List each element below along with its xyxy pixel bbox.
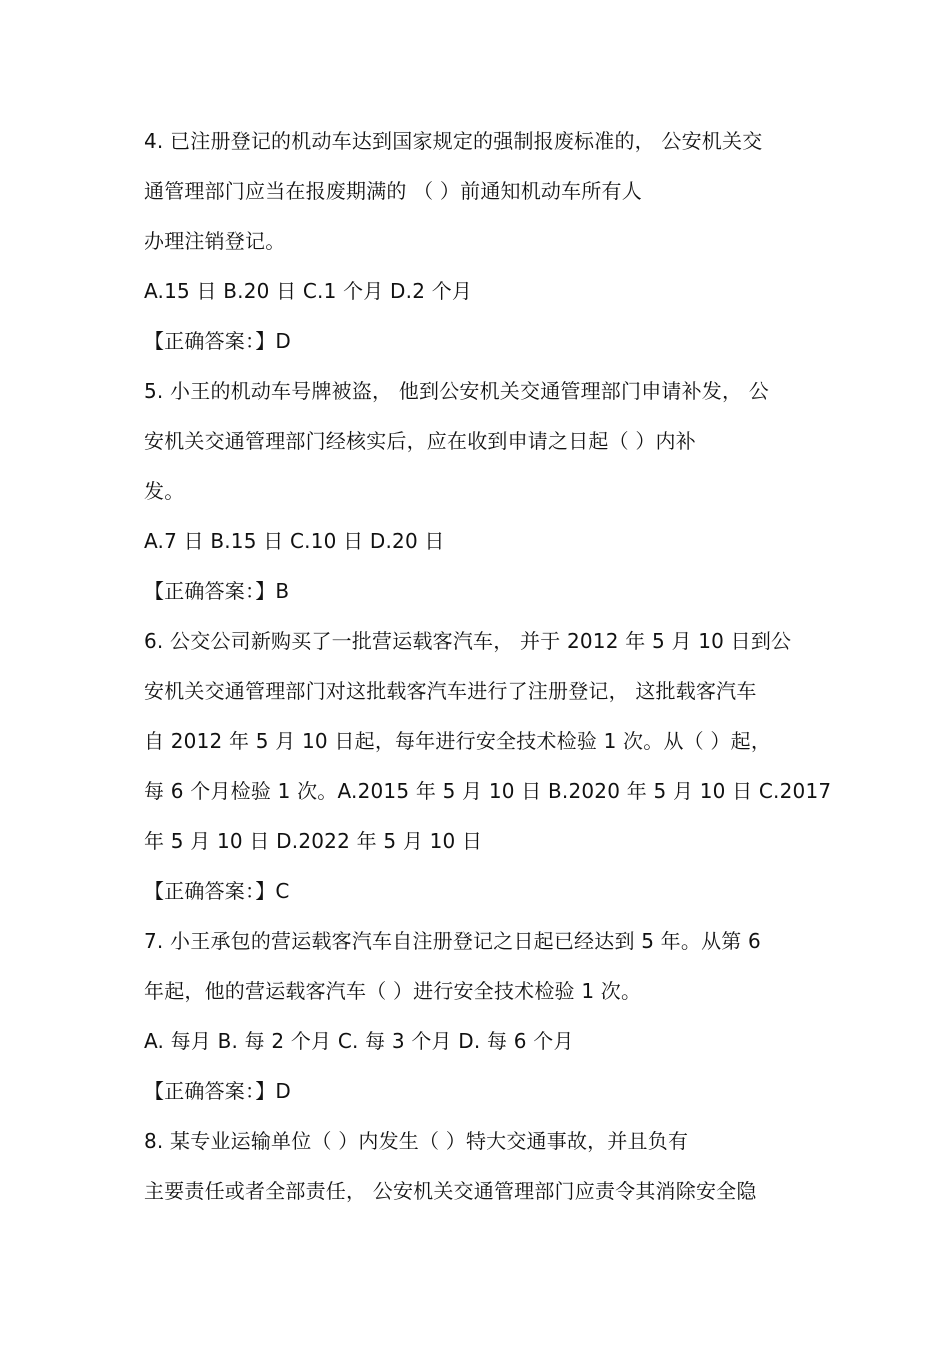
question-6-line-5: 年 5 月 10 日 D.2022 年 5 月 10 日 bbox=[144, 829, 483, 853]
question-4-answer: 【正确答案：】D bbox=[144, 329, 292, 353]
question-4-line-2: 通管理部门应当在报废期满的 （ ）前通知机动车所有人 bbox=[144, 179, 642, 203]
question-6-line-3: 自 2012 年 5 月 10 日起，每年进行安全技术检验 1 次。从（ ）起， bbox=[144, 729, 772, 753]
question-7-options: A. 每月 B. 每 2 个月 C. 每 3 个月 D. 每 6 个月 bbox=[144, 1029, 574, 1053]
question-6-line-1: 6. 公交公司新购买了一批营运载客汽车， 并于 2012 年 5 月 10 日到公 bbox=[144, 629, 792, 653]
question-5-options: A.7 日 B.15 日 C.10 日 D.20 日 bbox=[144, 529, 445, 553]
question-4-options: A.15 日 B.20 日 C.1 个月 D.2 个月 bbox=[144, 279, 473, 303]
document-body bbox=[144, 116, 832, 1216]
question-8-line-2: 主要责任或者全部责任， 公安机关交通管理部门应责令其消除安全隐 bbox=[144, 1179, 757, 1203]
question-6-line-4: 每 6 个月检验 1 次。A.2015 年 5 月 10 日 B.2020 年 5 月 10 日 C.2017 bbox=[144, 779, 832, 803]
question-5-answer: 【正确答案：】B bbox=[144, 579, 290, 603]
question-7-line-1: 7. 小王承包的营运载客汽车自注册登记之日起已经达到 5 年。从第 6 bbox=[144, 929, 761, 953]
question-5-line-2: 安机关交通管理部门经核实后，应在收到申请之日起（ ）内补 bbox=[144, 429, 696, 453]
question-4-line-3: 办理注销登记。 bbox=[144, 229, 286, 253]
question-4-line-1: 4. 已注册登记的机动车达到国家规定的强制报废标准的， 公安机关交 bbox=[144, 129, 763, 153]
question-5-line-1: 5. 小王的机动车号牌被盗， 他到公安机关交通管理部门申请补发， 公 bbox=[144, 379, 769, 403]
question-5-line-3: 发。 bbox=[144, 479, 185, 503]
question-7-line-2: 年起，他的营运载客汽车（ ）进行安全技术检验 1 次。 bbox=[144, 979, 642, 1003]
question-6-line-2: 安机关交通管理部门对这批载客汽车进行了注册登记， 这批载客汽车 bbox=[144, 679, 757, 703]
question-6-answer: 【正确答案：】C bbox=[144, 879, 290, 903]
question-7-answer: 【正确答案：】D bbox=[144, 1079, 292, 1103]
question-8-line-1: 8. 某专业运输单位（ ）内发生（ ）特大交通事故，并且负有 bbox=[144, 1129, 689, 1153]
